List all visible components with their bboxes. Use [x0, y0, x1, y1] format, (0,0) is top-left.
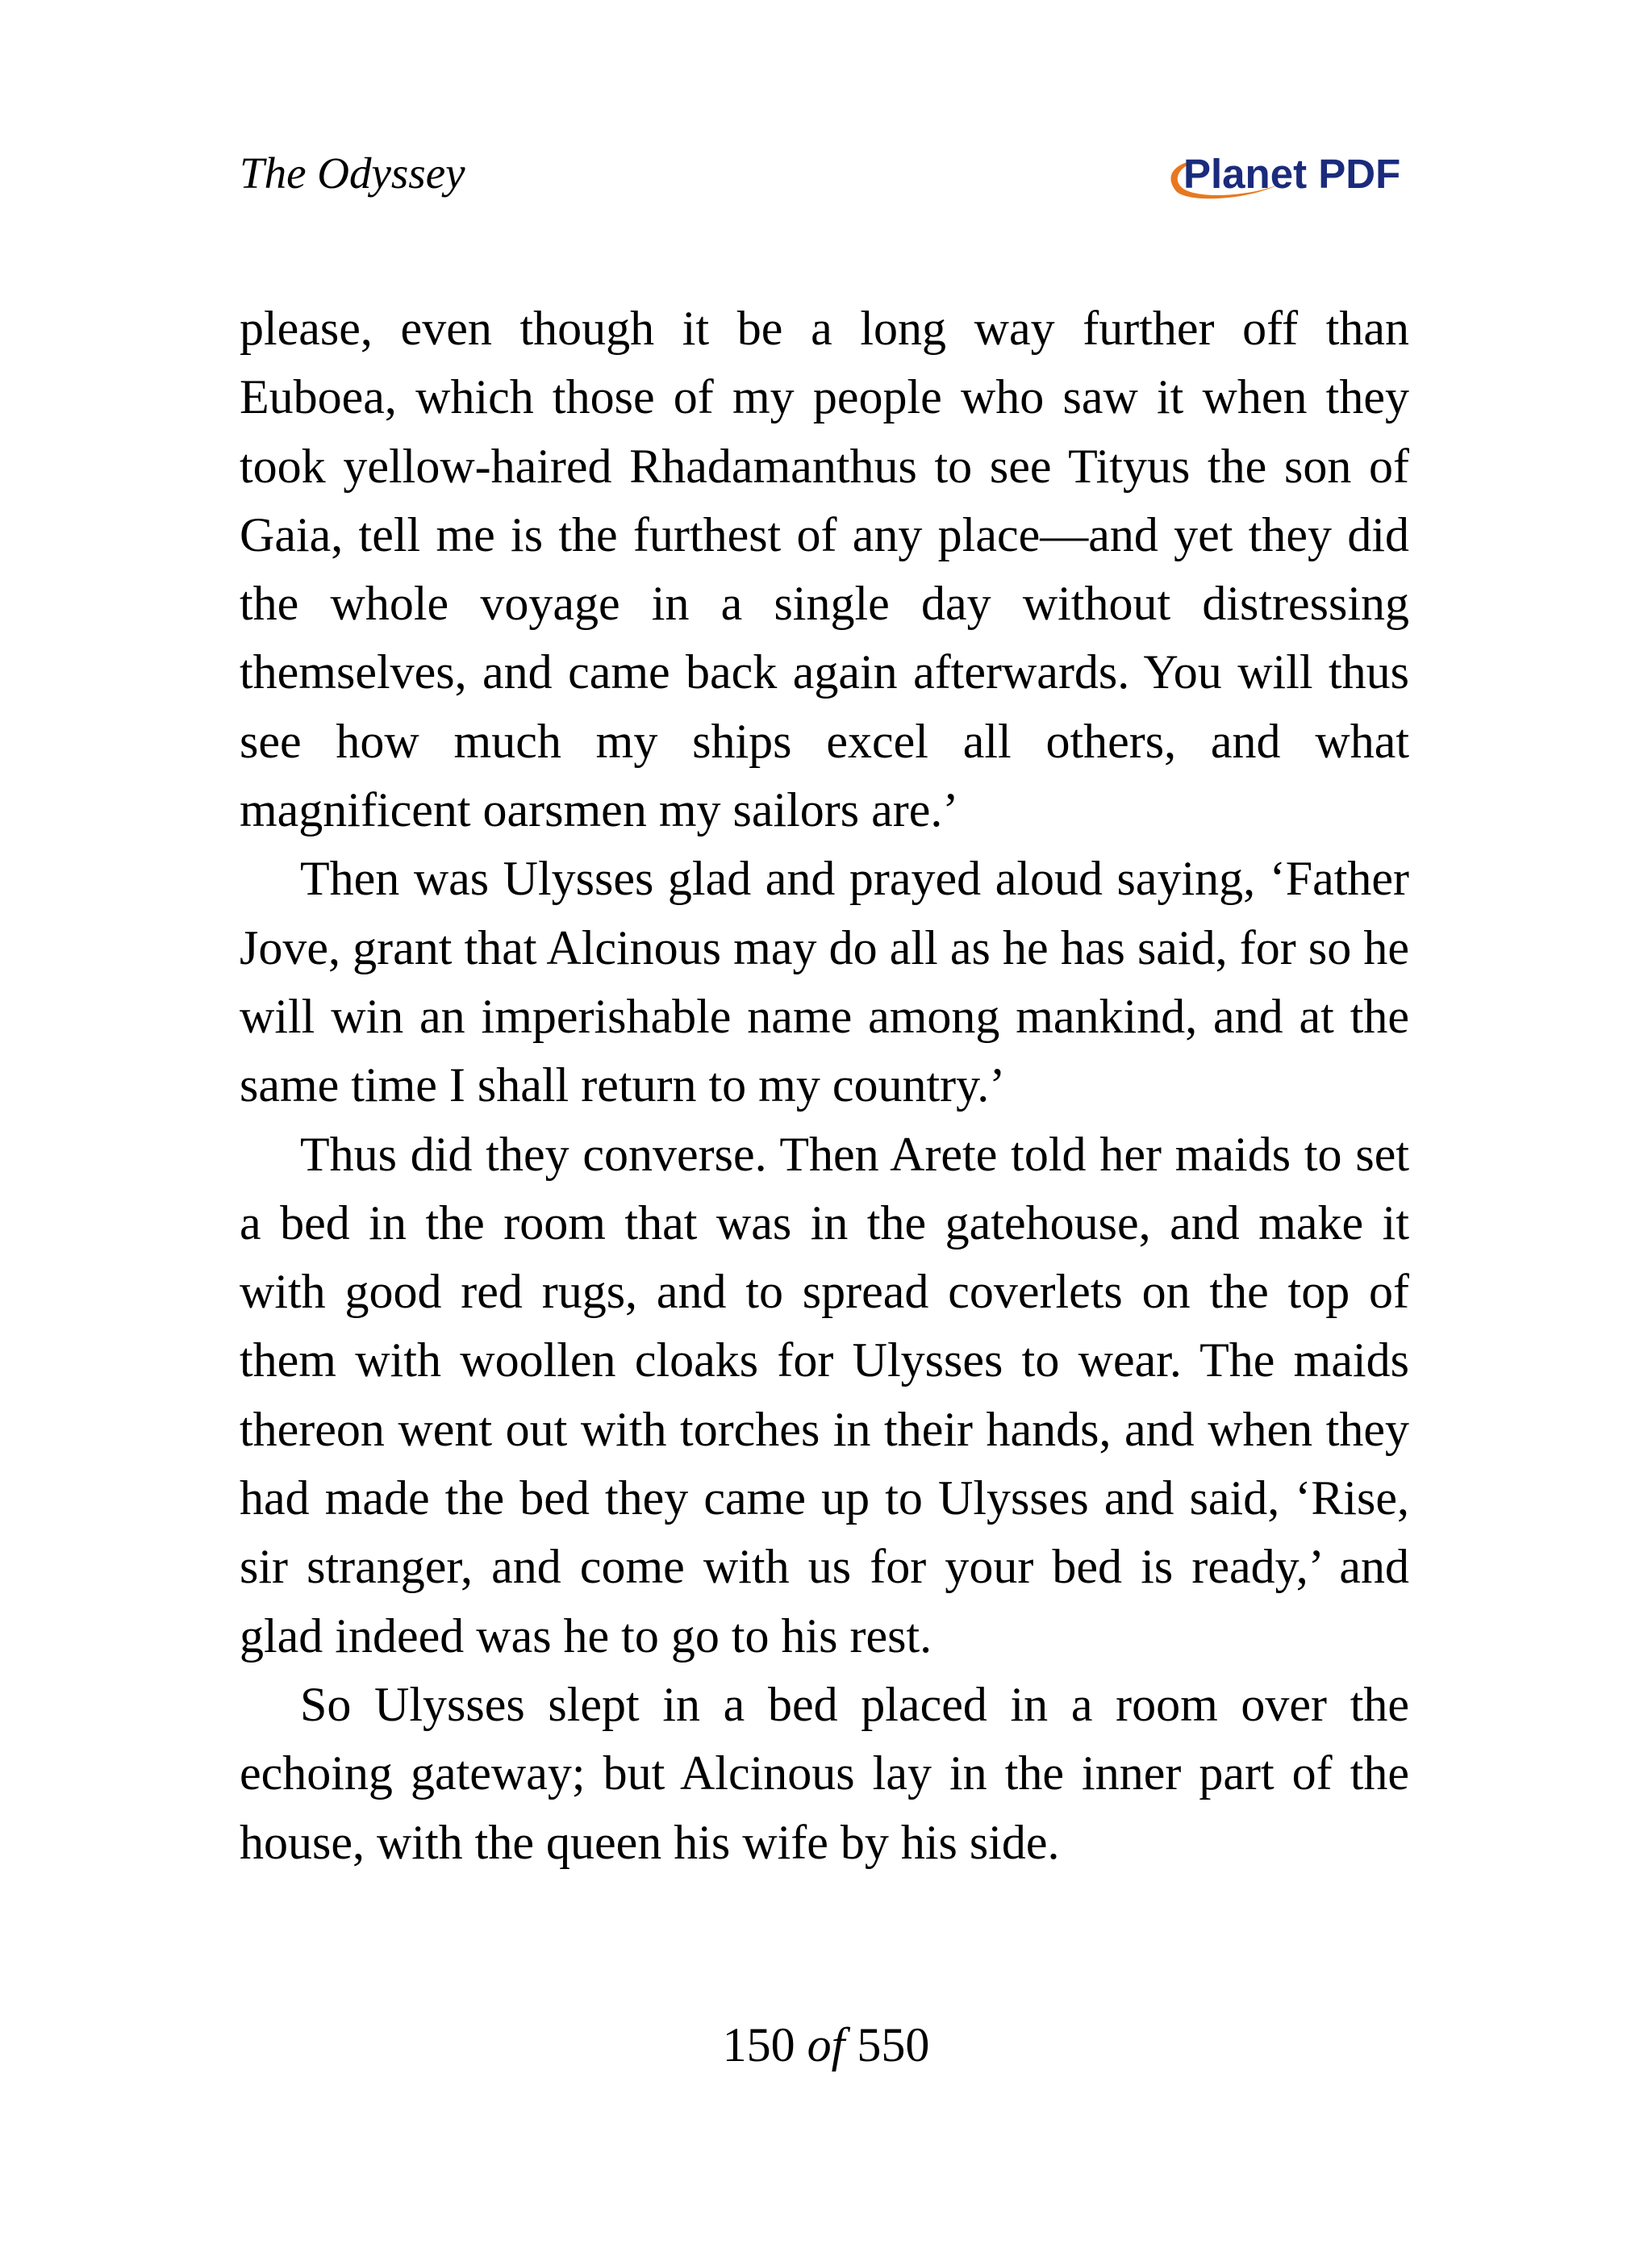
body-text — [240, 294, 1409, 1877]
logo-text: Planet PDF — [1183, 151, 1401, 197]
of-word: of — [807, 2018, 845, 2072]
page-number — [0, 2018, 1652, 2072]
total-pages: 550 — [857, 2018, 930, 2072]
book-title: The Odyssey — [240, 148, 465, 198]
paragraph: Thus did they converse. Then Arete told her maids to set a bed in the room that was in the gatehouse, and make it with good red rugs, and to spread coverlets on the top of them with woollen cloaks for Ulysses to wear. The maids thereon went out with torches in their hands, and when they had made the bed they came up to Ulysses and said, ‘Rise, sir stranger, and come with us for your bed is ready,’ and glad indeed was he to go to his rest. — [240, 1127, 1409, 1663]
page-header — [240, 144, 1409, 224]
current-page: 150 — [722, 2018, 795, 2072]
planet-pdf-logo — [1159, 144, 1409, 208]
paragraph: please, even though it be a long way further off than Euboea, which those of my people who saw it when they took yellow-haired Rhadamanthus to see Tityus the son of Gaia, tell me is the furthest of any place—and yet they did the whole voyage in a single day without distressing themselves, and came back again afterwards. You will thus see how much my ships excel all others, and what magnificent oarsmen my sailors are.’ — [240, 302, 1409, 837]
paragraph: Then was Ulysses glad and prayed aloud saying, ‘Father Jove, grant that Alcinous may do all as he has said, for so he will win an imperishable name among mankind, and at the same time I shall return to my country.’ — [240, 852, 1409, 1112]
paragraph: So Ulysses slept in a bed placed in a room over the echoing gateway; but Alcinous lay in the inner part of the house, with the queen his wife by his side. — [240, 1677, 1409, 1869]
